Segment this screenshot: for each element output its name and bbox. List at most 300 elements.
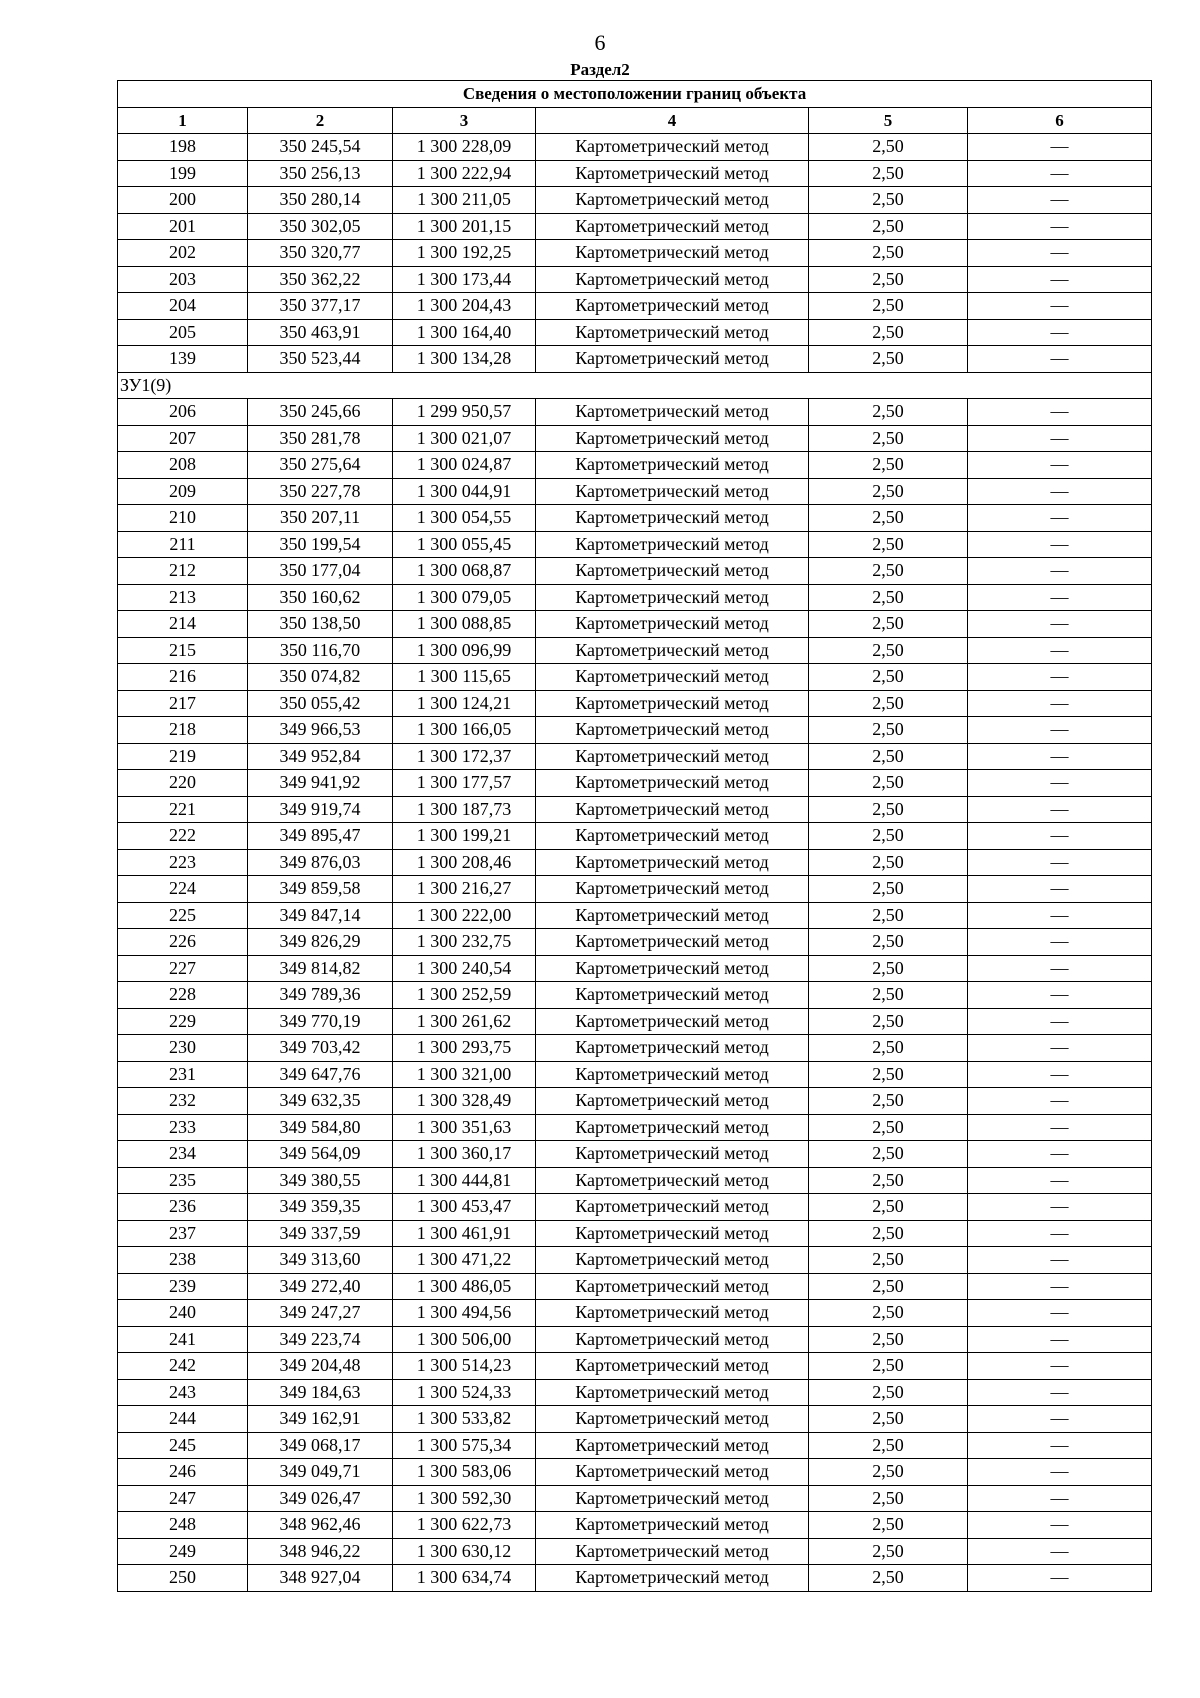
- table-cell: 229: [118, 1008, 248, 1035]
- table-cell: Картометрический метод: [536, 505, 809, 532]
- table-cell: —: [968, 637, 1152, 664]
- table-cell: —: [968, 425, 1152, 452]
- table-row: [118, 1353, 1152, 1380]
- table-cell: —: [968, 1194, 1152, 1221]
- table-cell: 350 116,70: [248, 637, 393, 664]
- table-row: [118, 1326, 1152, 1353]
- table-cell: —: [968, 1538, 1152, 1565]
- table-cell: 1 300 201,15: [393, 213, 536, 240]
- table-cell: Картометрический метод: [536, 293, 809, 320]
- table-row: [118, 1485, 1152, 1512]
- table-row: [118, 664, 1152, 691]
- table-cell: 2,50: [809, 849, 968, 876]
- table-cell: Картометрический метод: [536, 1485, 809, 1512]
- table-cell: 2,50: [809, 1035, 968, 1062]
- table-cell: Картометрический метод: [536, 1459, 809, 1486]
- table-cell: —: [968, 1406, 1152, 1433]
- table-cell: 2,50: [809, 1485, 968, 1512]
- table-cell: —: [968, 346, 1152, 373]
- table-cell: 2,50: [809, 929, 968, 956]
- table-cell: —: [968, 213, 1152, 240]
- column-header: 1: [118, 107, 248, 134]
- table-cell: Картометрический метод: [536, 213, 809, 240]
- table-cell: 349 647,76: [248, 1061, 393, 1088]
- table-cell: —: [968, 1220, 1152, 1247]
- table-cell: 349 162,91: [248, 1406, 393, 1433]
- table-cell: 2,50: [809, 1061, 968, 1088]
- table-cell: Картометрический метод: [536, 849, 809, 876]
- group-row: [118, 372, 1152, 399]
- table-row: [118, 876, 1152, 903]
- table-cell: 231: [118, 1061, 248, 1088]
- table-cell: 1 300 461,91: [393, 1220, 536, 1247]
- table-cell: Картометрический метод: [536, 425, 809, 452]
- table-cell: Картометрический метод: [536, 134, 809, 161]
- table-cell: 350 055,42: [248, 690, 393, 717]
- table-cell: 1 300 096,99: [393, 637, 536, 664]
- table-row: [118, 1379, 1152, 1406]
- table-cell: —: [968, 1088, 1152, 1115]
- table-cell: —: [968, 1008, 1152, 1035]
- boundaries-table: [117, 80, 1152, 1592]
- table-cell: —: [968, 452, 1152, 479]
- table-cell: 1 300 360,17: [393, 1141, 536, 1168]
- table-cell: 1 300 079,05: [393, 584, 536, 611]
- table-row: [118, 1008, 1152, 1035]
- table-cell: 1 300 172,37: [393, 743, 536, 770]
- table-cell: 349 380,55: [248, 1167, 393, 1194]
- table-cell: 1 300 222,00: [393, 902, 536, 929]
- table-cell: 250: [118, 1565, 248, 1592]
- table-cell: —: [968, 611, 1152, 638]
- table-cell: 238: [118, 1247, 248, 1274]
- table-cell: —: [968, 531, 1152, 558]
- table-row: [118, 637, 1152, 664]
- table-cell: 201: [118, 213, 248, 240]
- table-cell: Картометрический метод: [536, 955, 809, 982]
- table-cell: Картометрический метод: [536, 1088, 809, 1115]
- column-header: 6: [968, 107, 1152, 134]
- table-cell: 239: [118, 1273, 248, 1300]
- table-cell: 2,50: [809, 425, 968, 452]
- table-cell: Картометрический метод: [536, 346, 809, 373]
- table-cell: 1 300 232,75: [393, 929, 536, 956]
- table-cell: —: [968, 319, 1152, 346]
- table-cell: 350 523,44: [248, 346, 393, 373]
- table-cell: 349 272,40: [248, 1273, 393, 1300]
- table-cell: —: [968, 1035, 1152, 1062]
- table-cell: 349 049,71: [248, 1459, 393, 1486]
- table-cell: 1 300 575,34: [393, 1432, 536, 1459]
- table-cell: Картометрический метод: [536, 452, 809, 479]
- table-row: [118, 558, 1152, 585]
- table-cell: 1 300 486,05: [393, 1273, 536, 1300]
- table-cell: 1 300 533,82: [393, 1406, 536, 1433]
- table-cell: 350 227,78: [248, 478, 393, 505]
- table-cell: 2,50: [809, 770, 968, 797]
- table-cell: —: [968, 1565, 1152, 1592]
- table-cell: 349 247,27: [248, 1300, 393, 1327]
- table-cell: 2,50: [809, 1114, 968, 1141]
- table-cell: 2,50: [809, 876, 968, 903]
- table-cell: —: [968, 1273, 1152, 1300]
- table-row: [118, 690, 1152, 717]
- table-cell: Картометрический метод: [536, 929, 809, 956]
- table-cell: 1 300 177,57: [393, 770, 536, 797]
- table-cell: 350 302,05: [248, 213, 393, 240]
- table-cell: 215: [118, 637, 248, 664]
- table-cell: 2,50: [809, 1538, 968, 1565]
- table-row: [118, 160, 1152, 187]
- table-cell: Картометрический метод: [536, 187, 809, 214]
- table-row: [118, 1088, 1152, 1115]
- table-cell: 350 207,11: [248, 505, 393, 532]
- table-cell: 1 300 024,87: [393, 452, 536, 479]
- table-cell: 213: [118, 584, 248, 611]
- table-cell: 1 300 204,43: [393, 293, 536, 320]
- table-cell: —: [968, 1300, 1152, 1327]
- table-cell: Картометрический метод: [536, 558, 809, 585]
- table-cell: 2,50: [809, 796, 968, 823]
- table-cell: 2,50: [809, 1273, 968, 1300]
- table-cell: 349 313,60: [248, 1247, 393, 1274]
- table-cell: —: [968, 902, 1152, 929]
- table-cell: Картометрический метод: [536, 1194, 809, 1221]
- table-cell: 349 026,47: [248, 1485, 393, 1512]
- table-cell: 1 300 293,75: [393, 1035, 536, 1062]
- table-cell: —: [968, 849, 1152, 876]
- table-cell: 350 245,54: [248, 134, 393, 161]
- table-cell: Картометрический метод: [536, 1220, 809, 1247]
- table-cell: 2,50: [809, 1406, 968, 1433]
- table-cell: Картометрический метод: [536, 637, 809, 664]
- table-cell: Картометрический метод: [536, 1141, 809, 1168]
- table-row: [118, 1406, 1152, 1433]
- table-cell: 216: [118, 664, 248, 691]
- table-row: [118, 584, 1152, 611]
- page-number: 6: [594, 30, 606, 55]
- table-cell: 1 300 173,44: [393, 266, 536, 293]
- table-cell: 235: [118, 1167, 248, 1194]
- table-cell: Картометрический метод: [536, 743, 809, 770]
- table-cell: 222: [118, 823, 248, 850]
- table-cell: 2,50: [809, 717, 968, 744]
- table-cell: —: [968, 1326, 1152, 1353]
- table-cell: 350 160,62: [248, 584, 393, 611]
- table-cell: 1 300 054,55: [393, 505, 536, 532]
- table-cell: 349 337,59: [248, 1220, 393, 1247]
- table-cell: Картометрический метод: [536, 1300, 809, 1327]
- table-cell: 209: [118, 478, 248, 505]
- table-cell: 2,50: [809, 240, 968, 267]
- table-row: [118, 929, 1152, 956]
- table-cell: Картометрический метод: [536, 399, 809, 426]
- table-cell: 2,50: [809, 1088, 968, 1115]
- table-cell: 242: [118, 1353, 248, 1380]
- table-cell: 2,50: [809, 1379, 968, 1406]
- table-cell: 349 703,42: [248, 1035, 393, 1062]
- table-cell: 244: [118, 1406, 248, 1433]
- table-cell: 1 300 471,22: [393, 1247, 536, 1274]
- table-cell: Картометрический метод: [536, 611, 809, 638]
- table-cell: 1 300 021,07: [393, 425, 536, 452]
- table-cell: 1 300 115,65: [393, 664, 536, 691]
- table-body-b: [118, 399, 1152, 1592]
- table-row: [118, 505, 1152, 532]
- table-row: [118, 346, 1152, 373]
- table-cell: Картометрический метод: [536, 770, 809, 797]
- table-cell: 198: [118, 134, 248, 161]
- table-cell: 1 300 261,62: [393, 1008, 536, 1035]
- table-cell: 205: [118, 319, 248, 346]
- table-cell: —: [968, 1485, 1152, 1512]
- table-cell: 2,50: [809, 1300, 968, 1327]
- table-cell: —: [968, 187, 1152, 214]
- table-cell: —: [968, 796, 1152, 823]
- table-cell: —: [968, 876, 1152, 903]
- table-cell: 350 256,13: [248, 160, 393, 187]
- table-header-row: [118, 107, 1152, 134]
- table-cell: 350 177,04: [248, 558, 393, 585]
- table-cell: 1 300 240,54: [393, 955, 536, 982]
- table-row: [118, 452, 1152, 479]
- table-cell: Картометрический метод: [536, 266, 809, 293]
- table-row: [118, 770, 1152, 797]
- table-cell: 204: [118, 293, 248, 320]
- table-cell: —: [968, 399, 1152, 426]
- table-cell: 1 300 134,28: [393, 346, 536, 373]
- table-cell: Картометрический метод: [536, 1035, 809, 1062]
- table-cell: 349 895,47: [248, 823, 393, 850]
- table-cell: 1 300 622,73: [393, 1512, 536, 1539]
- table-cell: —: [968, 160, 1152, 187]
- table-cell: 1 300 444,81: [393, 1167, 536, 1194]
- table-row: [118, 1141, 1152, 1168]
- table-cell: 2,50: [809, 478, 968, 505]
- table-row: [118, 1247, 1152, 1274]
- table-cell: —: [968, 266, 1152, 293]
- table-cell: 2,50: [809, 160, 968, 187]
- table-cell: 1 300 208,46: [393, 849, 536, 876]
- table-cell: 2,50: [809, 637, 968, 664]
- table-cell: 349 068,17: [248, 1432, 393, 1459]
- table-cell: —: [968, 293, 1152, 320]
- table-row: [118, 823, 1152, 850]
- table-cell: 2,50: [809, 664, 968, 691]
- table-row: [118, 425, 1152, 452]
- table-cell: 2,50: [809, 1141, 968, 1168]
- table-row: [118, 1432, 1152, 1459]
- table-cell: 2,50: [809, 505, 968, 532]
- table-cell: 2,50: [809, 584, 968, 611]
- table-cell: Картометрический метод: [536, 1353, 809, 1380]
- table-row: [118, 1273, 1152, 1300]
- table-cell: 225: [118, 902, 248, 929]
- table-cell: 1 300 321,00: [393, 1061, 536, 1088]
- table-cell: 349 564,09: [248, 1141, 393, 1168]
- table-cell: Картометрический метод: [536, 1061, 809, 1088]
- table-row: [118, 849, 1152, 876]
- table-cell: 1 300 630,12: [393, 1538, 536, 1565]
- table-cell: Картометрический метод: [536, 1565, 809, 1592]
- table-cell: 1 300 187,73: [393, 796, 536, 823]
- table-cell: 349 184,63: [248, 1379, 393, 1406]
- table-cell: 219: [118, 743, 248, 770]
- table-cell: —: [968, 584, 1152, 611]
- table-cell: 349 919,74: [248, 796, 393, 823]
- table-cell: 139: [118, 346, 248, 373]
- table-cell: 241: [118, 1326, 248, 1353]
- table-cell: —: [968, 505, 1152, 532]
- table-cell: 2,50: [809, 1167, 968, 1194]
- table-cell: Картометрический метод: [536, 823, 809, 850]
- table-cell: 349 952,84: [248, 743, 393, 770]
- table-cell: —: [968, 1512, 1152, 1539]
- table-cell: 220: [118, 770, 248, 797]
- table-cell: Картометрический метод: [536, 982, 809, 1009]
- table-cell: 350 362,22: [248, 266, 393, 293]
- table-row: [118, 1300, 1152, 1327]
- table-cell: —: [968, 1432, 1152, 1459]
- column-header: 3: [393, 107, 536, 134]
- table-cell: Картометрический метод: [536, 902, 809, 929]
- table-cell: Картометрический метод: [536, 690, 809, 717]
- table-cell: 349 876,03: [248, 849, 393, 876]
- table-row: [118, 1565, 1152, 1592]
- table-cell: 349 859,58: [248, 876, 393, 903]
- table-cell: —: [968, 929, 1152, 956]
- table-cell: 1 300 164,40: [393, 319, 536, 346]
- table-cell: 2,50: [809, 452, 968, 479]
- table-row: [118, 955, 1152, 982]
- table-cell: 237: [118, 1220, 248, 1247]
- table-cell: 350 275,64: [248, 452, 393, 479]
- table-row: [118, 743, 1152, 770]
- table-cell: 350 199,54: [248, 531, 393, 558]
- table-cell: 1 300 211,05: [393, 187, 536, 214]
- table-cell: 1 300 216,27: [393, 876, 536, 903]
- table-cell: 2,50: [809, 1432, 968, 1459]
- table-cell: —: [968, 690, 1152, 717]
- section-title: Раздел2: [570, 60, 630, 79]
- table-cell: Картометрический метод: [536, 1167, 809, 1194]
- table-cell: —: [968, 664, 1152, 691]
- table-cell: 349 847,14: [248, 902, 393, 929]
- table-cell: 1 300 592,30: [393, 1485, 536, 1512]
- table-cell: 349 359,35: [248, 1194, 393, 1221]
- table-cell: 221: [118, 796, 248, 823]
- table-cell: 1 300 328,49: [393, 1088, 536, 1115]
- table-cell: 2,50: [809, 982, 968, 1009]
- table-cell: 1 300 166,05: [393, 717, 536, 744]
- table-cell: 2,50: [809, 1565, 968, 1592]
- table-cell: —: [968, 717, 1152, 744]
- table-cell: —: [968, 1061, 1152, 1088]
- table-row: [118, 187, 1152, 214]
- table-row: [118, 478, 1152, 505]
- table-cell: Картометрический метод: [536, 717, 809, 744]
- table-cell: 349 770,19: [248, 1008, 393, 1035]
- table-cell: 350 377,17: [248, 293, 393, 320]
- table-cell: 214: [118, 611, 248, 638]
- table-row: [118, 982, 1152, 1009]
- table-cell: 348 962,46: [248, 1512, 393, 1539]
- table-cell: 2,50: [809, 690, 968, 717]
- table-cell: —: [968, 743, 1152, 770]
- table-cell: 218: [118, 717, 248, 744]
- table-row: [118, 134, 1152, 161]
- table-cell: 1 300 222,94: [393, 160, 536, 187]
- table-cell: 2,50: [809, 213, 968, 240]
- table-cell: 2,50: [809, 1459, 968, 1486]
- table-cell: 349 789,36: [248, 982, 393, 1009]
- table-cell: Картометрический метод: [536, 1538, 809, 1565]
- table-cell: 203: [118, 266, 248, 293]
- table-cell: 2,50: [809, 134, 968, 161]
- column-header: 4: [536, 107, 809, 134]
- table-cell: 210: [118, 505, 248, 532]
- table-cell: Картометрический метод: [536, 876, 809, 903]
- table-cell: 243: [118, 1379, 248, 1406]
- table-cell: 350 245,66: [248, 399, 393, 426]
- table-row: [118, 266, 1152, 293]
- table-cell: 2,50: [809, 1353, 968, 1380]
- table-cell: 212: [118, 558, 248, 585]
- table-cell: Картометрический метод: [536, 1406, 809, 1433]
- table-cell: 2,50: [809, 1512, 968, 1539]
- table-cell: 240: [118, 1300, 248, 1327]
- table-cell: 245: [118, 1432, 248, 1459]
- table-cell: 2,50: [809, 346, 968, 373]
- table-cell: 2,50: [809, 399, 968, 426]
- table-cell: 2,50: [809, 1220, 968, 1247]
- table-cell: 1 299 950,57: [393, 399, 536, 426]
- table-cell: —: [968, 1379, 1152, 1406]
- table-cell: Картометрический метод: [536, 1008, 809, 1035]
- table-title: Сведения о местоположении границ объекта: [118, 81, 1152, 108]
- table-cell: 2,50: [809, 558, 968, 585]
- table-row: [118, 1220, 1152, 1247]
- table-cell: Картометрический метод: [536, 1512, 809, 1539]
- table-cell: Картометрический метод: [536, 240, 809, 267]
- table-cell: 236: [118, 1194, 248, 1221]
- table-row: [118, 213, 1152, 240]
- table-cell: 2,50: [809, 902, 968, 929]
- table-cell: 2,50: [809, 823, 968, 850]
- table-cell: 1 300 088,85: [393, 611, 536, 638]
- table-body-a: [118, 134, 1152, 373]
- table-cell: Картометрический метод: [536, 584, 809, 611]
- table-cell: 1 300 192,25: [393, 240, 536, 267]
- table-row: [118, 1538, 1152, 1565]
- table-cell: 202: [118, 240, 248, 267]
- table-cell: 2,50: [809, 293, 968, 320]
- table-cell: —: [968, 1353, 1152, 1380]
- table-row: [118, 240, 1152, 267]
- table-cell: 248: [118, 1512, 248, 1539]
- table-cell: 200: [118, 187, 248, 214]
- table-cell: 1 300 068,87: [393, 558, 536, 585]
- table-cell: 224: [118, 876, 248, 903]
- table-cell: 350 281,78: [248, 425, 393, 452]
- table-cell: —: [968, 982, 1152, 1009]
- table-cell: 199: [118, 160, 248, 187]
- table-cell: 1 300 228,09: [393, 134, 536, 161]
- table-cell: 348 927,04: [248, 1565, 393, 1592]
- table-cell: 2,50: [809, 1247, 968, 1274]
- table-cell: 1 300 055,45: [393, 531, 536, 558]
- table-cell: 1 300 514,23: [393, 1353, 536, 1380]
